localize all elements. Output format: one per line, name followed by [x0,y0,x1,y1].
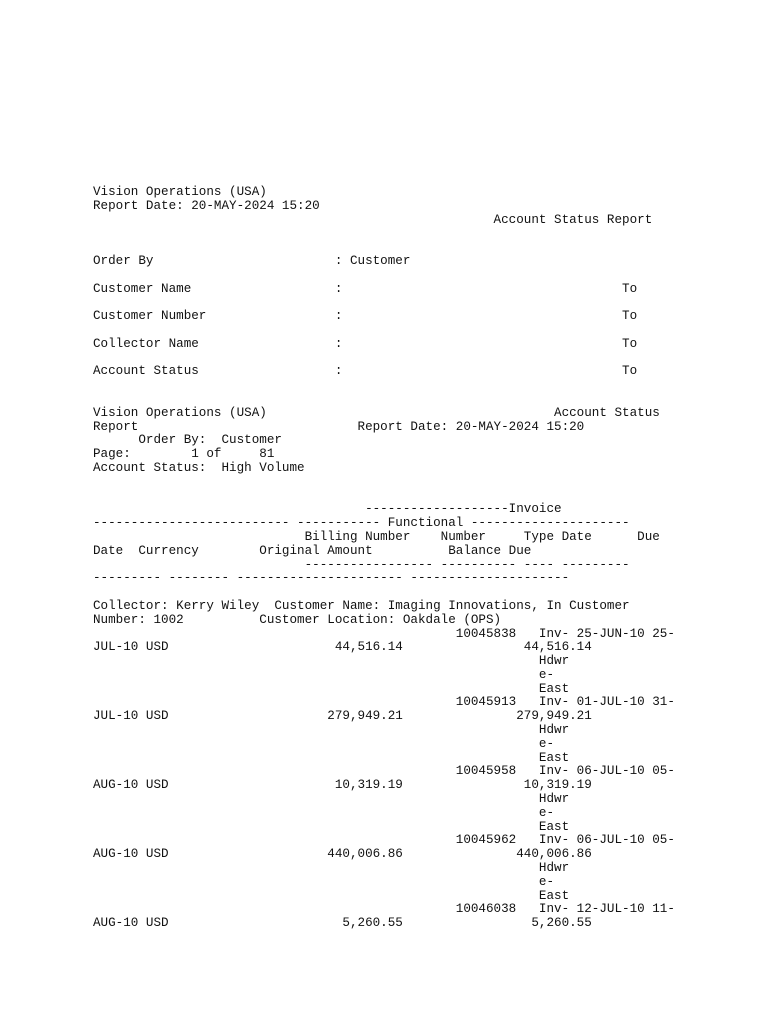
report-page [93,186,753,931]
account-status-report-text: Vision Operations (USA) Report Date: 20-MAY-2024 15:20 Account Status Report Order By : Customer Customer Name : To Customer Number : To Collector Name : To Account Status : To Vision Operations (USA) Account Status Report Report Date: 20-MAY-2024 15:20 Order By: Customer Page: 1 of 81 Account Status: High Volume -------------------Invoice -------------------------- ----------- Functional --------------------- Billing Number Number Type Date Due Date Currency Original Amount Balance Due ----------------- ---------- ---- --------- --------- -------- ---------------------- --------------------- Collector: Kerry Wiley Customer Name: Imaging Innovations, In Customer Number: 1002 Customer Location: Oakdale (OPS) 10045838 Inv- 25-JUN-10 25- JUL-10 USD 44,516.14 44,516.14 Hdwr e- East 10045913 Inv- 01-JUL-10 31- JUL-10 USD 279,949.21 279,949.21 Hdwr e- East 10045958 Inv- 06-JUL-10 05- AUG-10 USD 10,319.19 10,319.19 Hdwr e- East 10045962 Inv- 06-JUL-10 05- AUG-10 USD 440,006.86 440,006.86 Hdwr e- East 10046038 Inv- 12-JUL-10 11- AUG-10 USD 5,260.55 5,260.55 [93,185,675,931]
